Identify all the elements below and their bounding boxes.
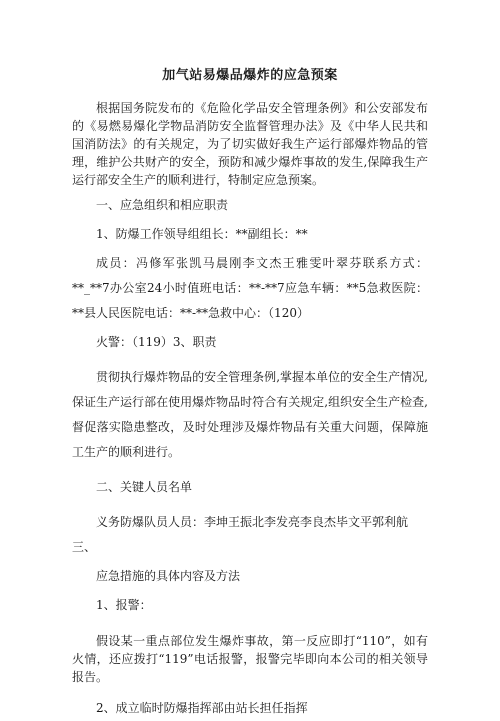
section-heading-2: 二、关键人员名单	[96, 480, 193, 494]
alarm-heading: 1、报警：	[96, 598, 152, 612]
intro-paragraph: 根据国务院发布的《危险化学品安全管理条例》和公安部发布的《易燃易爆化学物品消防安全监督管理办法》及《中华人民共和国消防法》的有关规定，为了切实做好我生产运行部爆炸物品的管理，维护公共财产的安全，预防和减少爆炸事故的发生,保障我生产运行部安全生产的顺利进行，特制定应急预案。	[72, 101, 428, 187]
team-members-line: 义务防爆队员人员：李坤王振北李发亮李良杰毕文平郭利航三、	[72, 515, 409, 554]
alarm-paragraph: 假设某一重点部位发生爆炸事故，第一反应即打“110”，如有火情，还应拨打“119”电话报警，报警完毕即向本公司的相关领导报告。	[72, 634, 428, 684]
leader-group-line: 1、防爆工作领导组组长：**副组长：**	[96, 227, 308, 241]
members-contact-paragraph: 成员：冯修军张凯马晨刚李文杰王雅雯叶翠芬联系方式：**_**7办公室24小时值班电话：**-**7应急车辆：**5急救医院：**县人民医院电话：**-**急救中心：（120）	[72, 256, 428, 320]
duties-paragraph: 贯彻执行爆炸物品的安全管理条例,掌握本单位的安全生产情况,保证生产运行部在使用爆炸物品时符合有关规定,组织安全生产检查,督促落实隐患整改，及时处理涉及爆炸物品有关重大问题，保障施工生产的顺利进行。	[72, 370, 428, 459]
fire-alarm-line: 火警：（119）3、职责	[96, 335, 217, 349]
section-heading-1: 一、应急组织和相应职责	[96, 198, 229, 212]
section-heading-3: 应急措施的具体内容及方法	[96, 569, 241, 583]
document-title: 加气站易爆品爆炸的应急预案	[162, 68, 338, 83]
command-post-heading: 2、成立临时防爆指挥部由站长担任指挥	[96, 701, 308, 715]
